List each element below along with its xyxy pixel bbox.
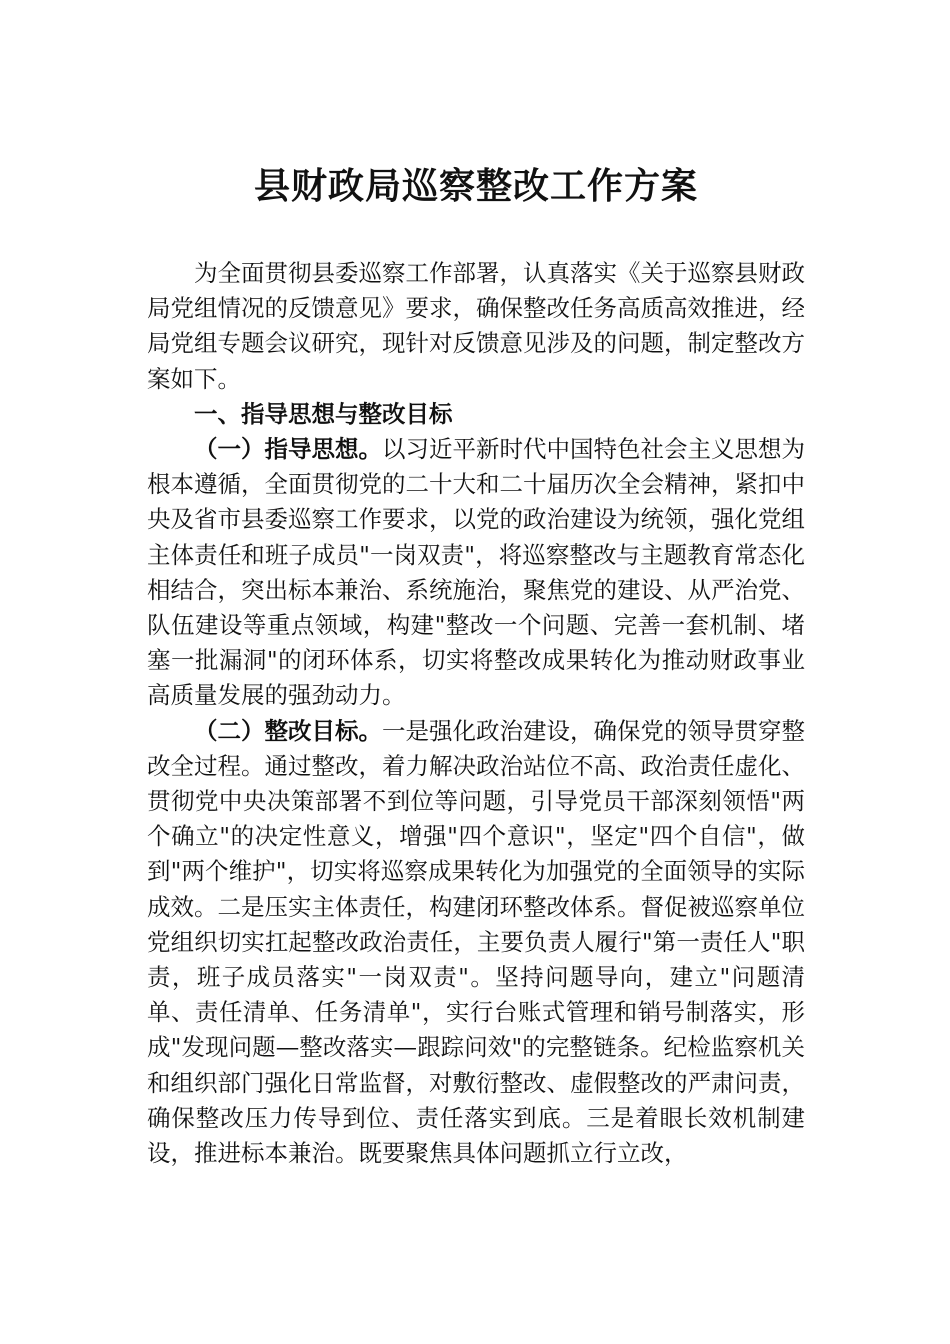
section-heading: 一、指导思想与整改目标 xyxy=(194,399,453,428)
guiding-thought-paragraph xyxy=(147,432,805,714)
guiding-thought-lead: （一）指导思想。 xyxy=(194,435,382,464)
rectification-goals-lead: （二）整改目标。 xyxy=(194,716,382,745)
rectification-goals-paragraph xyxy=(147,714,805,1172)
intro-paragraph: 为全面贯彻县委巡察工作部署，认真落实《关于巡察县财政局党组情况的反馈意见》要求，确保整改任务高质高效推进，经局党组专题会议研究，现针对反馈意见涉及的问题，制定整改方案如下。 xyxy=(147,259,805,393)
document-title: 县财政局巡察整改工作方案 xyxy=(253,165,698,207)
rectification-goals-text: 一是强化政治建设，确保党的领导贯穿整改全过程。通过整改，着力解决政治站位不高、政治责任虚化、贯彻党中央决策部署不到位等问题，引导党员干部深刻领悟"两个确立"的决定性意义，增强"四个意识"，坚定"四个自信"，做到"两个维护"，切实将巡察成果转化为加强党的全面领导的实际成效。二是压实主体责任，构建闭环整改体系。督促被巡察单位党组织切实扛起整改政治责任，主要负责人履行"第一责任人"职责，班子成员落实"一岗双责"。坚持问题导向，建立"问题清单、责任清单、任务清单"，实行台账式管理和销号制落实，形成"发现问题—整改落实—跟踪问效"的完整链条。纪检监察机关和组织部门强化日常监督，对敷衍整改、虚假整改的严肃问责，确保整改压力传导到位、责任落实到底。三是着眼长效机制建设，推进标本兼治。既要聚焦具体问题抓立行立改， xyxy=(147,716,805,1168)
guiding-thought-text: 以习近平新时代中国特色社会主义思想为根本遵循，全面贯彻党的二十大和二十届历次全会精神，紧扣中央及省市县委巡察工作要求，以党的政治建设为统领，强化党组主体责任和班子成员"一岗双责"，将巡察整改与主题教育常态化相结合，突出标本兼治、系统施治，聚焦党的建设、从严治党、队伍建设等重点领域，构建"整改一个问题、完善一套机制、堵塞一批漏洞"的闭环体系，切实将整改成果转化为推动财政事业高质量发展的强劲动力。 xyxy=(147,435,805,710)
document-body xyxy=(147,256,805,1171)
